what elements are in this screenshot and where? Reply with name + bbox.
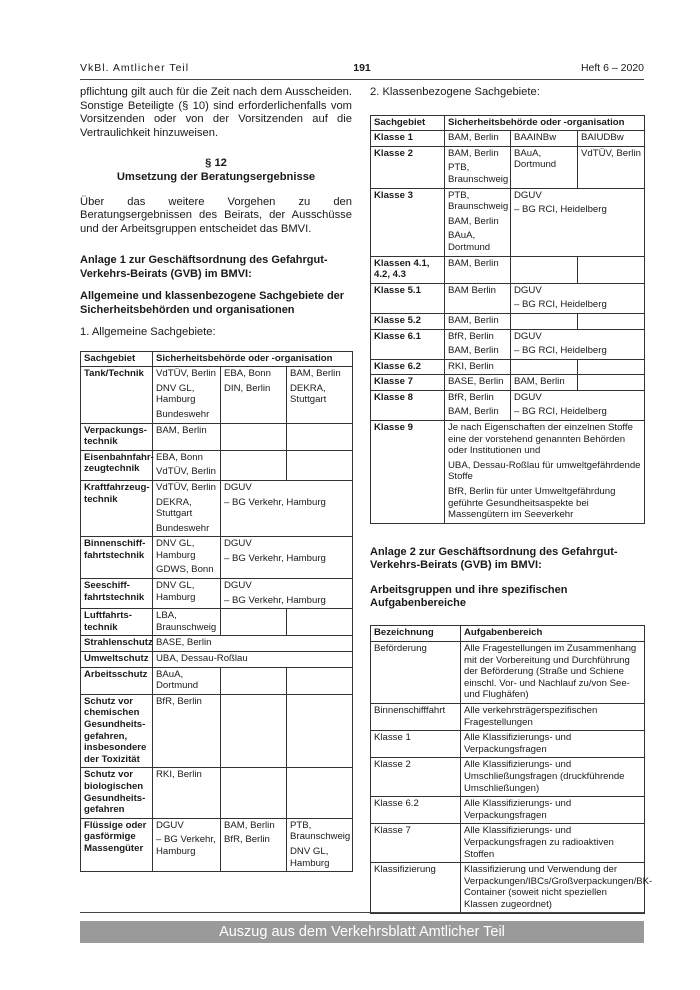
authority-name: – BG Verkehr, Hamburg [224,552,326,564]
section-number: § 12 [205,157,227,170]
subject-cell: Luftfahrts-technik [81,609,153,636]
authority-name: BAM, Berlin [448,132,499,144]
subject-cell: Eisenbahnfahr-zeugtechnik [81,450,153,480]
subject-cell: Seeschiff-fahrtstechnik [81,579,153,609]
journal-name: VkBl. Amtlicher Teil [80,62,190,74]
table-row [81,480,353,536]
header-rule [80,79,644,80]
table-general-areas [80,351,353,873]
authority-cell [287,768,353,818]
authority-name: Bundeswehr [156,522,210,534]
authority-name: RKI, Berlin [448,360,494,372]
subject-cell: Umweltschutz [81,652,153,668]
authority-cell [445,283,511,313]
authority-cell [153,450,221,480]
task-area-cell: Alle Fragestellungen im Zusammenhang mit der Vorbereitung und Durchführung der Beförderung (Straße und Schiene einschl. Vor- und Nachlauf zu/von See- und Flughäfen) [461,642,645,704]
authority-cell [578,146,645,188]
authority-name: LBA, Braunschweig [156,610,217,633]
column-header: Sachgebiet [371,115,445,131]
authority-name: VdTÜV, Berlin [156,466,216,478]
table-row [371,313,645,329]
column-header: Sachgebiet [81,351,153,367]
table-row [371,329,645,359]
authority-name: DGUV [514,391,542,403]
authority-cell [221,450,287,480]
authority-cell [221,667,287,694]
authority-cell [511,283,645,313]
column-header: Aufgabenbereich [461,626,645,642]
authority-cell [287,667,353,694]
left-column [80,86,352,872]
authority-cell [221,537,353,579]
table-row [371,731,645,758]
authority-name: DGUV [224,580,252,592]
footer-banner: Auszug aus dem Verkehrsblatt Amtlicher Teil [80,921,644,943]
table-row [81,768,353,818]
authority-name: BAAINBw [514,132,557,144]
table-row [81,694,353,768]
table-row [81,636,353,652]
authority-cell [221,818,287,871]
authority-cell [511,131,578,147]
authority-name: BAM, Berlin [156,424,207,436]
subject-cell: Klasse 3 [371,188,445,256]
authority-cell [511,329,645,359]
table-row [81,652,353,668]
authority-cell [578,375,645,391]
authority-cell [445,188,511,256]
authority-cell [153,537,221,579]
subject-cell: Flüssige oder gasförmige Massengüter [81,818,153,871]
authority-name: BAM Berlin [448,284,496,296]
authority-name: DGUV [514,284,542,296]
authority-cell [511,256,578,283]
group-name-cell: Klasse 1 [371,731,461,758]
task-area-cell: Alle Klassifizierungs- und Umschließungsfragen (druckführende Umschließungen) [461,758,645,797]
authority-name: PTB, Braunschweig [448,189,509,213]
authority-name: DNV GL, Hamburg [290,845,330,869]
authority-name: BAM, Berlin [448,257,499,269]
authority-name: EBA, Bonn [224,368,271,380]
group-name-cell: Beförderung [371,642,461,704]
authority-cell [511,375,578,391]
column-header: Sicherheitsbehörde oder -organisation [153,351,353,367]
subject-cell: Klasse 5.2 [371,313,445,329]
authority-name: BfR, Berlin für unter Umweltgefährdung geführte Gesundheitsaspekte bei Massengütern im Seeverkehr [448,486,616,521]
subject-cell: Klasse 6.1 [371,329,445,359]
authority-name: DNV GL, Hamburg [156,538,196,561]
task-area-cell: Klassifizierung und Verwendung der Verpackungen/IBCs/Großverpackungen/BK-Container (soweit nicht speziellen Klassen zugeordnet) [461,863,645,913]
authority-name: GDWS, Bonn [156,564,214,576]
authority-cell [511,359,578,375]
table-row [81,818,353,871]
authority-name: DGUV [514,330,542,342]
authority-name: PTB, Braunschweig [448,162,509,185]
authority-name: BfR, Berlin [156,695,202,707]
group-name-cell: Binnenschifffahrt [371,704,461,731]
authority-cell [153,579,221,609]
authority-cell [445,131,511,147]
authority-cell [287,694,353,768]
authority-name: Je nach Eigenschaften der einzelnen Stoffe eine der vorstehend genannten Behörden oder Institutionen und [448,422,633,457]
authority-name: EBA, Bonn [156,451,203,463]
authority-name: – BG Verkehr, Hamburg [156,834,216,857]
anlage1-subheading: Allgemeine und klassenbezogene Sachgebiete der Sicherheitsbehörden und organisationen [80,290,345,316]
table-row [371,283,645,313]
authority-cell [153,667,221,694]
authority-cell [511,390,645,420]
authority-cell [153,768,221,818]
authority-name: BAM, Berlin [514,376,565,388]
authority-cell [578,131,645,147]
table-row [371,359,645,375]
authority-name: DNV GL, Hamburg [156,580,196,603]
authority-name: DGUV [156,819,184,831]
table-row [371,704,645,731]
authority-name: BfR, Berlin [448,391,494,403]
table-row [81,609,353,636]
table-row [81,537,353,579]
task-area-cell: Alle Klassifizierungs- und Verpackungsfragen zu radioaktiven Stoffen [461,824,645,863]
table-row [81,450,353,480]
authority-name: UBA, Dessau-Roßlau für umweltgefährdende Stoffe [448,459,641,483]
list-label-2: 2. Klassenbezogene Sachgebiete: [370,86,540,98]
task-area-cell: Alle verkehrsträgerspezifischen Fragestellungen [461,704,645,731]
authority-cell [221,480,353,536]
group-name-cell: Klasse 7 [371,824,461,863]
authority-name: BAuA, Dortmund [514,147,557,171]
subject-cell: Klassen 4.1, 4.2, 4.3 [371,256,445,283]
table-row [371,131,645,147]
authority-name: DGUV [224,538,252,550]
authority-name: BASE, Berlin [156,637,212,649]
authority-name: BASE, Berlin [448,376,504,388]
right-column [370,86,653,914]
authority-cell [153,694,221,768]
page-header [80,62,644,76]
authority-name: Bundeswehr [156,408,210,420]
intro-paragraph: pflichtung gilt auch für die Zeit nach dem Ausscheiden. Sonstige Beteiligte (§ 10) sind erforderlichenfalls vom Vorsitzenden oder von der Vorsitzenden auf die Vertraulichkeit hinzuweisen. [80,86,352,139]
subject-cell: Kraftfahrzeug-technik [81,480,153,536]
authority-cell [578,313,645,329]
authority-cell [445,146,511,188]
authority-name: BAIUDBw [581,132,624,144]
authority-cell [287,450,353,480]
subject-cell: Klasse 5.1 [371,283,445,313]
table-row [371,188,645,256]
task-area-cell: Alle Klassifizierungs- und Verpackungsfragen [461,731,645,758]
table-row [371,256,645,283]
subject-cell: Klasse 1 [371,131,445,147]
authority-name: – BG RCI, Heidelberg [514,406,607,418]
table-working-groups [370,625,653,913]
authority-cell [287,367,353,423]
subject-cell: Klasse 6.2 [371,359,445,375]
table-header-row [371,115,645,131]
table-row [371,863,645,913]
authority-name: BAuA, Dortmund [448,230,491,253]
authority-cell [578,359,645,375]
table-row [371,642,645,704]
bottom-rule [80,912,644,913]
authority-name: – BG RCI, Heidelberg [514,299,607,311]
subject-cell: Schutz vor chemischen Gesundheits-gefahren, insbesondere der Toxizität [81,694,153,768]
subject-cell: Schutz vor biologischen Gesundheits-gefahren [81,768,153,818]
table-row [81,367,353,423]
authority-cell [511,188,645,256]
table-header-row [81,351,353,367]
authority-cell [287,423,353,450]
authority-cell [287,818,353,871]
authority-cell [445,256,511,283]
authority-cell [221,768,287,818]
authority-cell [221,609,287,636]
authority-name: BAM, Berlin [448,314,499,326]
list-label-1: 1. Allgemeine Sachgebiete: [80,325,216,338]
authority-cell [153,367,221,423]
subject-cell: Klasse 9 [371,421,445,524]
table-row [81,423,353,450]
group-name-cell: Klasse 2 [371,758,461,797]
authority-name: UBA, Dessau-Roßlau [156,653,248,665]
authority-name: BfR, Berlin [448,330,494,342]
authority-cell [221,694,287,768]
table-header-row [371,626,645,642]
authority-cell [153,423,221,450]
authority-cell [578,256,645,283]
authority-name: DIN, Berlin [224,382,271,394]
group-name-cell: Klassifizierung [371,863,461,913]
subject-cell: Klasse 7 [371,375,445,391]
authority-name: BAM, Berlin [448,215,499,227]
subject-cell: Verpackungs-technik [81,423,153,450]
subject-cell: Klasse 2 [371,146,445,188]
authority-name: BfR, Berlin [224,834,270,846]
column-header: Sicherheitsbehörde oder -organisation [445,115,645,131]
authority-name: BAM, Berlin [448,147,499,159]
section-paragraph: Über das weitere Vorgehen zu den Beratungsergebnissen des Beirats, der Ausschüsse und der Arbeitsgruppen entscheidet das BMVI. [80,195,352,235]
authority-cell [153,636,353,652]
authority-name: BAM, Berlin [448,406,499,418]
authority-name: BAM, Berlin [290,368,341,380]
table-row [371,375,645,391]
authority-name: DEKRA, Stuttgart [290,382,327,406]
authority-cell [153,609,221,636]
authority-name: RKI, Berlin [156,769,202,781]
authority-cell [445,313,511,329]
table-row [81,667,353,694]
authority-cell [511,146,578,188]
authority-cell [445,390,511,420]
authority-cell [221,579,353,609]
authority-name: VdTÜV, Berlin [581,147,641,159]
authority-cell [153,818,221,871]
table-row [371,758,645,797]
authority-name: PTB, Braunschweig [290,819,351,843]
authority-cell [153,480,221,536]
authority-name: DGUV [224,481,252,493]
anlage1-heading: Anlage 1 zur Geschäftsordnung des Gefahrgut-Verkehrs-Beirats (GVB) im BMVI: [80,254,328,280]
issue-label: Heft 6 – 2020 [580,62,644,74]
authority-cell [445,359,511,375]
authority-cell [153,652,353,668]
task-area-cell: Alle Klassifizierungs- und Verpackungsfragen [461,797,645,824]
table-row [371,824,645,863]
table-class-areas [370,115,645,524]
authority-name: VdTÜV, Berlin [156,368,216,380]
authority-name: – BG Verkehr, Hamburg [224,496,326,508]
authority-name: – BG RCI, Heidelberg [514,345,607,357]
authority-name: – BG Verkehr, Hamburg [224,594,326,606]
authority-name: BAM, Berlin [448,345,499,357]
authority-cell [445,329,511,359]
subject-cell: Arbeitsschutz [81,667,153,694]
authority-name: – BG RCI, Heidelberg [514,204,607,216]
subject-cell: Tank/Technik [81,367,153,423]
authority-name: BAuA, Dortmund [156,668,199,692]
subject-cell: Binnenschiff-fahrtstechnik [81,537,153,579]
subject-cell: Klasse 8 [371,390,445,420]
authority-cell [287,609,353,636]
authority-name: VdTÜV, Berlin [156,481,216,493]
authority-cell [221,367,287,423]
column-header: Bezeichnung [371,626,461,642]
page-number: 191 [353,62,371,74]
table-row [371,797,645,824]
authority-name: DNV GL, Hamburg [156,382,196,406]
group-name-cell: Klasse 6.2 [371,797,461,824]
section-title: Umsetzung der Beratungsergebnisse [116,170,316,183]
authority-cell [445,421,645,524]
authority-name: DGUV [514,189,542,201]
anlage2-subheading: Arbeitsgruppen und ihre spezifischen Aufgabenbereiche [370,583,568,610]
authority-cell [511,313,578,329]
table-row [81,579,353,609]
table-row [371,146,645,188]
table-row [371,421,645,524]
table-row [371,390,645,420]
anlage2-heading: Anlage 2 zur Geschäftsordnung des Gefahrgut-Verkehrs-Beirats (GVB) im BMVI: [370,545,618,572]
authority-cell [445,375,511,391]
subject-cell: Strahlenschutz [81,636,153,652]
authority-name: DEKRA, Stuttgart [156,496,193,520]
authority-cell [221,423,287,450]
authority-name: BAM, Berlin [224,819,275,831]
